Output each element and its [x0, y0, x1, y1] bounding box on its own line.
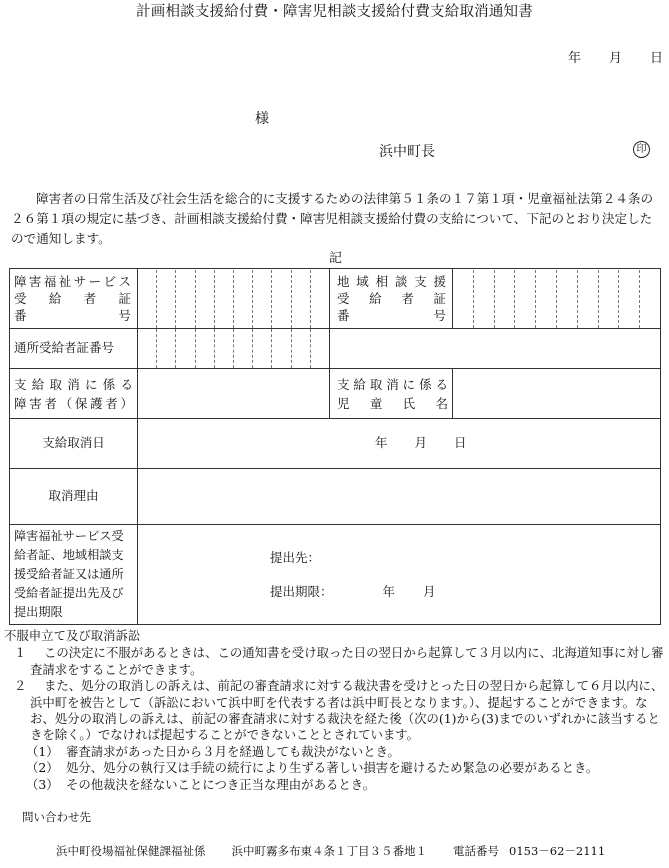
digit-cell	[599, 270, 620, 328]
digit-cell	[196, 329, 215, 368]
sender-name: 浜中町長	[379, 144, 435, 160]
document-title: 計画相談支援給付費・障害児相談支援給付費支給取消通知書	[136, 4, 533, 20]
digit-cell	[196, 270, 215, 328]
issue-date	[568, 51, 663, 68]
digit-cell	[176, 270, 195, 328]
appeal-section	[4, 628, 664, 793]
issue-date-year: 年	[567, 51, 581, 66]
disabled-person-label	[10, 369, 138, 419]
appeal-item-text	[30, 678, 663, 742]
cancel-date-row	[10, 419, 661, 469]
service-cert-digit-grid	[138, 270, 329, 328]
area-cert-number-field[interactable]	[453, 269, 661, 329]
daycare-cert-number-field[interactable]	[138, 329, 330, 369]
appeal-subitem-number: （2）	[26, 760, 59, 776]
service-cert-number-field[interactable]	[138, 269, 330, 329]
issue-date-day: 日	[649, 51, 663, 66]
digit-cell	[234, 329, 253, 368]
digit-cell	[272, 270, 291, 328]
submission-to-label: 提出先：	[270, 549, 321, 565]
appeal-heading: 不服申立て及び取消訴訟	[4, 628, 141, 643]
area-cert-label-line3: 番号	[337, 308, 446, 323]
person-row	[10, 369, 661, 419]
service-cert-label-line1: 障害福祉サービス	[14, 274, 131, 289]
appeal-subitem-number: （3）	[26, 776, 59, 792]
digit-cell	[311, 329, 329, 368]
notice-body	[11, 189, 661, 249]
cancel-date-value	[138, 435, 660, 451]
reason-row	[10, 469, 661, 525]
area-cert-digit-grid	[453, 270, 660, 328]
disabled-person-field[interactable]	[138, 369, 330, 419]
digit-cell	[453, 270, 474, 328]
submission-label: 障害福祉サービス受給者証、地域相談支援受給者証又は通所受給者証提出先及び提出期限	[10, 525, 138, 625]
child-name-label	[330, 369, 453, 419]
digit-cell	[311, 270, 329, 328]
area-cert-label-line2: 受給者証	[337, 291, 446, 306]
submission-row	[10, 525, 661, 625]
addressee-suffix: 様	[255, 111, 269, 127]
submission-to	[270, 549, 660, 567]
digit-cell	[515, 270, 536, 328]
digit-cell	[619, 270, 640, 328]
appeal-subitem	[4, 760, 664, 776]
disabled-person-label-line2: 障害者（保護者）	[14, 395, 133, 411]
contact-phone: 0153－62－2111	[509, 844, 606, 858]
ki-heading: 記	[329, 251, 343, 266]
contact-office: 浜中町役場福祉保健課福祉係	[56, 844, 206, 858]
digit-cell	[292, 329, 311, 368]
notice-body-text: 障害者の日常生活及び社会生活を総合的に支援するための法律第５１条の１７第１項・児童福祉法第２４条の２６第１項の規定に基づき、計画相談支援給付費・障害児相談支援給付費の支給について、下記のとおり決定したので通知します。	[11, 191, 654, 246]
service-cert-label-line2: 受給者証	[14, 291, 131, 306]
contact-address: 浜中町霧多布東４条１丁目３５番地１	[231, 844, 427, 858]
appeal-item-text-body: また、処分の取消しの訴えは、前記の審査請求に対する裁決書を受けとった日の翌日から起算して６月以内に、浜中町を被告として（訴訟において浜中町を代表する者は浜中町長となります。）、提起することができます。なお、処分の取消しの訴えは、前記の審査請求に対する裁決を経た後（次の(1)から(3)までのいずれかに該当するときを除く。）でなければ提起することができないこととされています。	[30, 678, 664, 743]
submission-deadline	[270, 583, 660, 601]
appeal-item	[4, 645, 664, 678]
cancel-date-day: 日	[454, 435, 467, 451]
daycare-cert-extra-field[interactable]	[330, 329, 661, 369]
appeal-item-text	[30, 645, 664, 676]
child-name-label-line2: 児童氏名	[337, 395, 448, 411]
contact-heading: 問い合わせ先	[22, 810, 91, 824]
service-cert-label-line3: 番号	[14, 308, 131, 323]
submission-deadline-label: 提出期限：	[270, 583, 333, 599]
digit-cell	[495, 270, 516, 328]
area-cert-label-line1: 地域相談支援	[337, 274, 446, 289]
digit-cell	[176, 329, 195, 368]
area-cert-label	[330, 269, 453, 329]
digit-cell	[292, 270, 311, 328]
daycare-cert-label: 通所受給者証番号	[10, 329, 138, 369]
digit-cell	[557, 270, 578, 328]
contact-info	[56, 844, 605, 859]
seal-mark: 印	[633, 141, 650, 158]
digit-cell	[157, 270, 176, 328]
submission-deadline-year: 年	[382, 583, 396, 599]
child-name-label-line1: 支給取消に係る	[337, 376, 448, 392]
appeal-subitem-text: その他裁決を経ないことにつき正当な理由があるとき。	[66, 776, 376, 792]
appeal-subitem-text: 処分、処分の執行又は手続の続行により生ずる著しい損害を避けるため緊急の必要があるとき。	[66, 760, 599, 776]
appeal-subitem	[4, 777, 664, 793]
digit-cell	[536, 270, 557, 328]
cancel-date-field[interactable]	[138, 419, 661, 469]
digit-cell	[138, 329, 157, 368]
submission-deadline-month: 月	[423, 583, 436, 599]
cancel-date-label: 支給取消日	[10, 419, 138, 469]
digit-cell	[253, 329, 272, 368]
digit-cell	[253, 270, 272, 328]
issue-date-month: 月	[608, 51, 622, 66]
child-name-field[interactable]	[453, 369, 661, 419]
digit-cell	[640, 270, 660, 328]
cancel-date-month: 月	[414, 435, 428, 451]
appeal-item	[4, 678, 664, 744]
digit-cell	[474, 270, 495, 328]
digit-cell	[157, 329, 176, 368]
appeal-subitem-text: 審査請求があった日から３月を経過しても裁決がないとき。	[66, 743, 400, 759]
digit-cell	[272, 329, 291, 368]
appeal-subitem-number: （1）	[26, 743, 59, 759]
cert-number-row	[10, 269, 661, 329]
appeal-subitem	[4, 744, 664, 760]
appeal-item-number: １	[14, 645, 27, 661]
contact-phone-label: 電話番号	[453, 844, 499, 858]
digit-cell	[215, 270, 234, 328]
digit-cell	[578, 270, 599, 328]
digit-cell	[215, 329, 234, 368]
service-cert-label	[10, 269, 138, 329]
daycare-cert-row	[10, 329, 661, 369]
daycare-cert-digit-grid	[138, 329, 329, 368]
reason-field[interactable]	[138, 469, 661, 525]
cancel-date-year: 年	[375, 435, 388, 451]
digit-cell	[138, 270, 157, 328]
disabled-person-label-line1: 支給取消に係る	[14, 376, 133, 392]
appeal-item-number: ２	[14, 678, 27, 694]
digit-cell	[234, 270, 253, 328]
notice-form-table	[9, 268, 661, 625]
submission-field[interactable]	[138, 525, 661, 625]
appeal-item-text-body: この決定に不服があるときは、この通知書を受け取った日の翌日から起算して３月以内に、北海道知事に対し審査請求をすることができます。	[30, 645, 664, 677]
reason-label: 取消理由	[10, 469, 138, 525]
